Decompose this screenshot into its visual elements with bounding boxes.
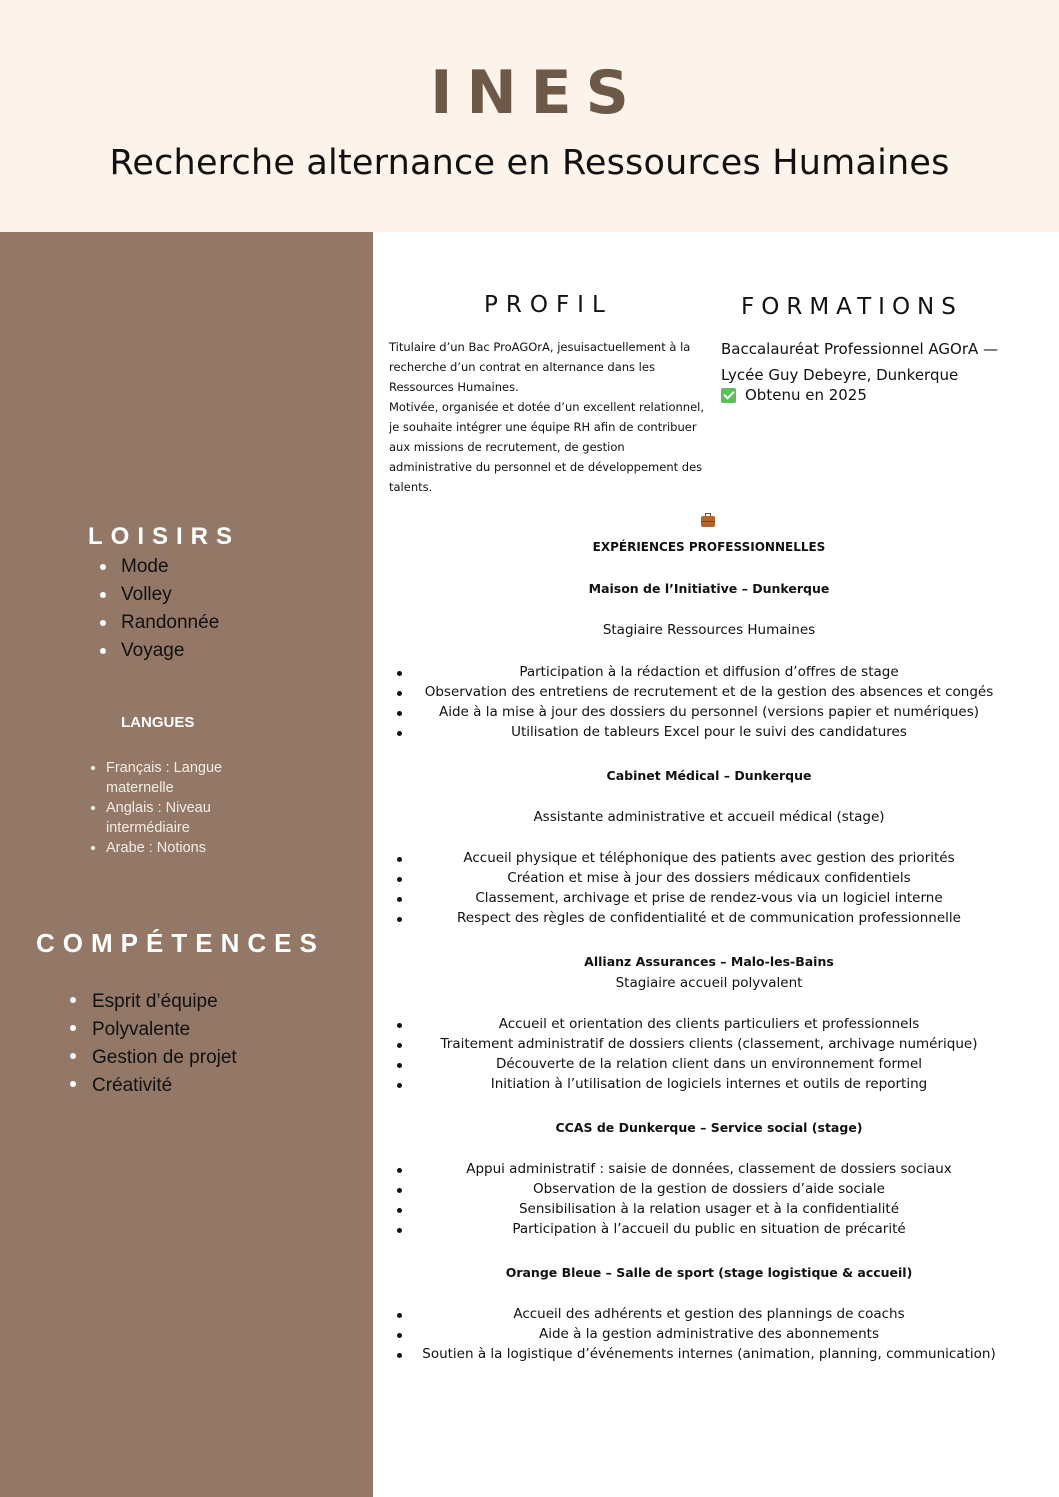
formations-title: FORMATIONS bbox=[741, 294, 963, 320]
experience-company: Allianz Assurances – Malo-les-Bains bbox=[584, 954, 834, 969]
competences-list bbox=[68, 988, 237, 1100]
experience-task: Aide à la mise à jour des dossiers du personnel (versions papier et numériques) bbox=[389, 704, 1029, 720]
profil-title: PROFIL bbox=[484, 292, 613, 318]
candidate-name: INES bbox=[430, 58, 643, 128]
experience-task: Appui administratif : saisie de données, classement de dossiers sociaux bbox=[389, 1161, 1029, 1177]
competences-title: COMPÉTENCES bbox=[36, 928, 325, 958]
experience-task: Découverte de la relation client dans un environnement formel bbox=[389, 1056, 1029, 1072]
experience-company: Cabinet Médical – Dunkerque bbox=[606, 768, 812, 783]
experience-task: Observation des entretiens de recrutement et de la gestion des absences et congés bbox=[389, 684, 1029, 700]
experience-task: Création et mise à jour des dossiers médicaux confidentiels bbox=[389, 870, 1029, 886]
briefcase-icon bbox=[701, 516, 715, 527]
check-mark-icon bbox=[721, 388, 736, 403]
experience-task: Observation de la gestion de dossiers d’aide sociale bbox=[389, 1181, 1029, 1197]
experience-role: Stagiaire accueil polyvalent bbox=[615, 975, 803, 991]
experience-task: Accueil des adhérents et gestion des plannings de coachs bbox=[389, 1306, 1029, 1322]
experience-company: Maison de l’Initiative – Dunkerque bbox=[588, 581, 830, 596]
experience-company: Orange Bleue – Salle de sport (stage logistique & accueil) bbox=[505, 1265, 913, 1280]
experience-task: Respect des règles de confidentialité et de communication professionnelle bbox=[389, 910, 1029, 926]
experience-task: Participation à l’accueil du public en situation de précarité bbox=[389, 1221, 1029, 1237]
experience-task: Initiation à l’utilisation de logiciels internes et outils de reporting bbox=[389, 1076, 1029, 1092]
profil-paragraph-2: Motivée, organisée et dotée d’un excellent relationnel, je souhaite intégrer une équipe RH afin de contribuer aux missions de recrutement, de gestion administrative du personnel et de développement des talents. bbox=[389, 400, 705, 494]
loisirs-title: LOISIRS bbox=[88, 523, 241, 550]
loisir-item: Voyage bbox=[97, 637, 219, 665]
experience-task: Accueil physique et téléphonique des patients avec gestion des priorités bbox=[389, 850, 1029, 866]
experience-role: Assistante administrative et accueil médical (stage) bbox=[533, 809, 885, 825]
competence-item: Polyvalente bbox=[68, 1016, 237, 1044]
formation-diploma: Baccalauréat Professionnel AGOrA — Lycée Guy Debeyre, Dunkerque bbox=[721, 340, 999, 384]
competence-item: Créativité bbox=[68, 1072, 237, 1100]
experience-task: Accueil et orientation des clients particuliers et professionnels bbox=[389, 1016, 1029, 1032]
loisirs-list bbox=[97, 553, 219, 665]
cv-subtitle: Recherche alternance en Ressources Humaines bbox=[109, 143, 950, 183]
experience-task: Classement, archivage et prise de rendez-vous via un logiciel interne bbox=[389, 890, 1029, 906]
experience-company: CCAS de Dunkerque – Service social (stage) bbox=[555, 1120, 863, 1135]
experience-task: Aide à la gestion administrative des abonnements bbox=[389, 1326, 1029, 1342]
experiences-title: EXPÉRIENCES PROFESSIONNELLES bbox=[592, 540, 826, 554]
header bbox=[0, 0, 1059, 232]
loisir-item: Randonnée bbox=[97, 609, 219, 637]
experience-task: Soutien à la logistique d’événements internes (animation, planning, communication) bbox=[389, 1346, 1029, 1362]
competence-item: Esprit d’équipe bbox=[68, 988, 237, 1016]
langues-list bbox=[88, 758, 258, 858]
langues-title: LANGUES bbox=[121, 714, 195, 731]
experience-role: Stagiaire Ressources Humaines bbox=[602, 622, 816, 638]
experience-task: Utilisation de tableurs Excel pour le suivi des candidatures bbox=[389, 724, 1029, 740]
experience-task: Traitement administratif de dossiers clients (classement, archivage numérique) bbox=[389, 1036, 1029, 1052]
formation-status-text: Obtenu en 2025 bbox=[745, 386, 867, 404]
formation-status bbox=[721, 386, 867, 404]
profil-text bbox=[389, 337, 707, 497]
loisir-item: Mode bbox=[97, 553, 219, 581]
langue-item: Français : Langue maternelle bbox=[88, 758, 258, 798]
sidebar bbox=[0, 232, 373, 1497]
experience-task: Sensibilisation à la relation usager et à la confidentialité bbox=[389, 1201, 1029, 1217]
langue-item: Arabe : Notions bbox=[88, 838, 258, 858]
competence-item: Gestion de projet bbox=[68, 1044, 237, 1072]
experience-task: Participation à la rédaction et diffusion d’offres de stage bbox=[389, 664, 1029, 680]
loisir-item: Volley bbox=[97, 581, 219, 609]
langue-item: Anglais : Niveau intermédiaire bbox=[88, 798, 258, 838]
profil-paragraph-1: Titulaire d’un Bac ProAGOrA, jesuisactuellement à la recherche d’un contrat en alternance dans les Ressources Humaines. bbox=[389, 340, 691, 394]
